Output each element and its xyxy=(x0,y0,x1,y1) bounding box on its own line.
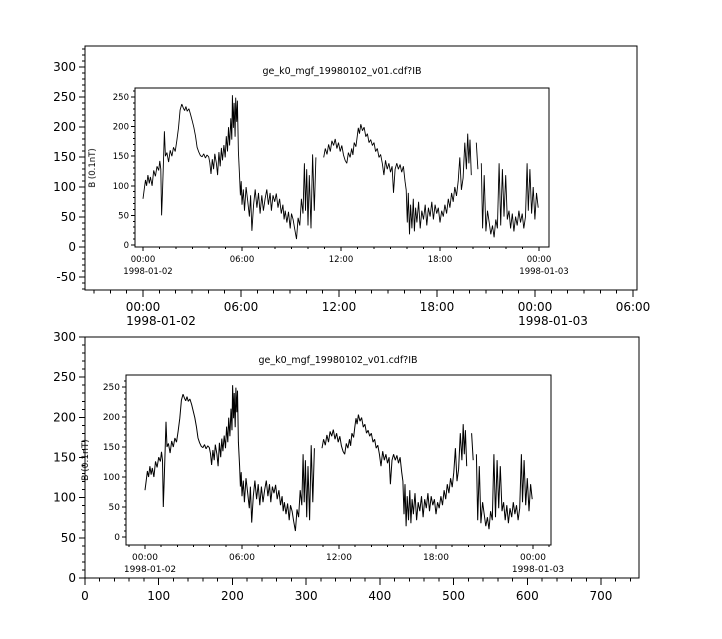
outer-panel-bottom-y-tick-label: 300 xyxy=(53,330,76,344)
inner-plot-top-y-tick-label: 250 xyxy=(112,93,129,103)
outer-panel-top-y-tick-label: 300 xyxy=(53,60,76,74)
outer-panel-top-y-tick-label: 0 xyxy=(68,240,76,254)
outer-panel-bottom-y-tick-label: 200 xyxy=(53,410,76,425)
outer-panel-bottom-x-tick-label: 300 xyxy=(294,589,318,603)
outer-panel-bottom-x-tick-label: 500 xyxy=(442,589,466,603)
inner-plot-top-x-tick-label: 06:00 xyxy=(229,255,255,265)
outer-panel-bottom-x-tick-label: 200 xyxy=(220,589,244,603)
outer-panel-top-x-tick-label: 18:00 xyxy=(419,300,455,314)
inner-plot-top-x-tick-label: 00:00 xyxy=(130,255,156,265)
outer-panel-top-x-tick-label: 06:00 xyxy=(615,300,651,314)
outer-panel-top-y-tick-label: -50 xyxy=(56,270,76,284)
outer-panel-bottom-y-tick-label: 100 xyxy=(53,490,76,505)
inner-plot-bottom-y-tick-label: 0 xyxy=(114,533,120,543)
outer-panel-bottom-y-tick-label: 150 xyxy=(53,450,76,465)
inner-plot-bottom-x-tick-label: 00:00 xyxy=(132,553,158,563)
outer-panel-top-x-tick-label: 00:00 xyxy=(125,300,161,314)
inner-plot-top-data-line xyxy=(143,95,538,239)
inner-plot-top-y-tick-label: 100 xyxy=(112,181,129,192)
outer-panel-bottom-x-tick-label: 700 xyxy=(589,589,613,603)
outer-panel-top-y-tick-label: 50 xyxy=(60,210,76,224)
inner-plot-bottom-y-tick-label: 200 xyxy=(102,413,120,423)
outer-panel-top-x-tick-label: 06:00 xyxy=(223,300,259,314)
inner-plot-top-y-tick-label: 150 xyxy=(112,152,129,163)
inner-plot-ylabel-bottom: B (0.1nT) xyxy=(81,439,91,481)
outer-panel-bottom-x-tick-label: 400 xyxy=(368,589,392,603)
outer-panel-top-frame xyxy=(85,46,637,290)
inner-plot-title-bottom: ge_k0_mgf_19980102_v01.cdf?IB xyxy=(258,355,418,366)
outer-panel-bottom-y-tick-label: 250 xyxy=(53,370,76,385)
outer-panel-bottom-x-tick-label: 600 xyxy=(515,589,539,603)
inner-plot-top-end-date-label: 1998-01-03 xyxy=(519,267,569,277)
inner-plot-top-start-date-label: 1998-01-02 xyxy=(123,267,173,277)
inner-plot-bottom-y-tick-label: 100 xyxy=(102,473,120,483)
outer-panel-top-y-tick-label: 150 xyxy=(53,150,76,164)
inner-plot-top-y-tick-label: 0 xyxy=(123,241,129,251)
outer-panel-top-y-tick-label: 200 xyxy=(53,120,76,134)
outer-panel-bottom-frame xyxy=(85,337,639,578)
outer-panel-bottom-x-tick-label: 100 xyxy=(147,589,171,603)
inner-plot-top-x-tick-label: 12:00 xyxy=(328,255,354,265)
inner-plot-top-y-tick-label: 50 xyxy=(118,211,129,222)
inner-plot-top-x-tick-label: 00:00 xyxy=(526,255,552,265)
inner-plot-bottom-x-tick-label: 18:00 xyxy=(423,553,449,563)
inner-plot-bottom-x-tick-label: 12:00 xyxy=(326,553,352,563)
inner-plot-top-y-tick-label: 200 xyxy=(112,122,129,133)
inner-plot-bottom-x-tick-label: 06:00 xyxy=(229,553,255,563)
inner-plot-ylabel-top: B (0.1nT) xyxy=(88,148,98,188)
outer-panel-top-x-date-label: 1998-01-02 xyxy=(126,314,196,328)
outer-panel-top-y-tick-label: 250 xyxy=(53,90,76,104)
inner-plot-bottom-data-line xyxy=(145,385,532,531)
outer-panel-top-x-tick-label: 12:00 xyxy=(321,300,357,314)
inner-plot-bottom-x-tick-label: 00:00 xyxy=(520,553,546,563)
outer-panel-bottom-x-tick-label: 0 xyxy=(81,589,89,603)
outer-panel-bottom-y-tick-label: 0 xyxy=(68,571,76,585)
inner-plot-title-top: ge_k0_mgf_19980102_v01.cdf?IB xyxy=(262,66,422,77)
inner-plot-bottom-y-tick-label: 50 xyxy=(108,503,120,513)
inner-plot-bottom-y-tick-label: 250 xyxy=(102,383,120,393)
inner-plot-bottom-end-date-label: 1998-01-03 xyxy=(511,565,565,575)
inner-plot-bottom-start-date-label: 1998-01-02 xyxy=(123,565,177,575)
outer-panel-bottom-y-tick-label: 50 xyxy=(60,530,76,545)
outer-panel-top-x-date-label: 1998-01-03 xyxy=(518,314,588,328)
outer-panel-top-y-tick-label: 100 xyxy=(53,180,76,194)
inner-plot-bottom-y-tick-label: 150 xyxy=(102,443,120,453)
outer-panel-top-x-tick-label: 00:00 xyxy=(517,300,553,314)
inner-plot-top-x-tick-label: 18:00 xyxy=(427,255,453,265)
